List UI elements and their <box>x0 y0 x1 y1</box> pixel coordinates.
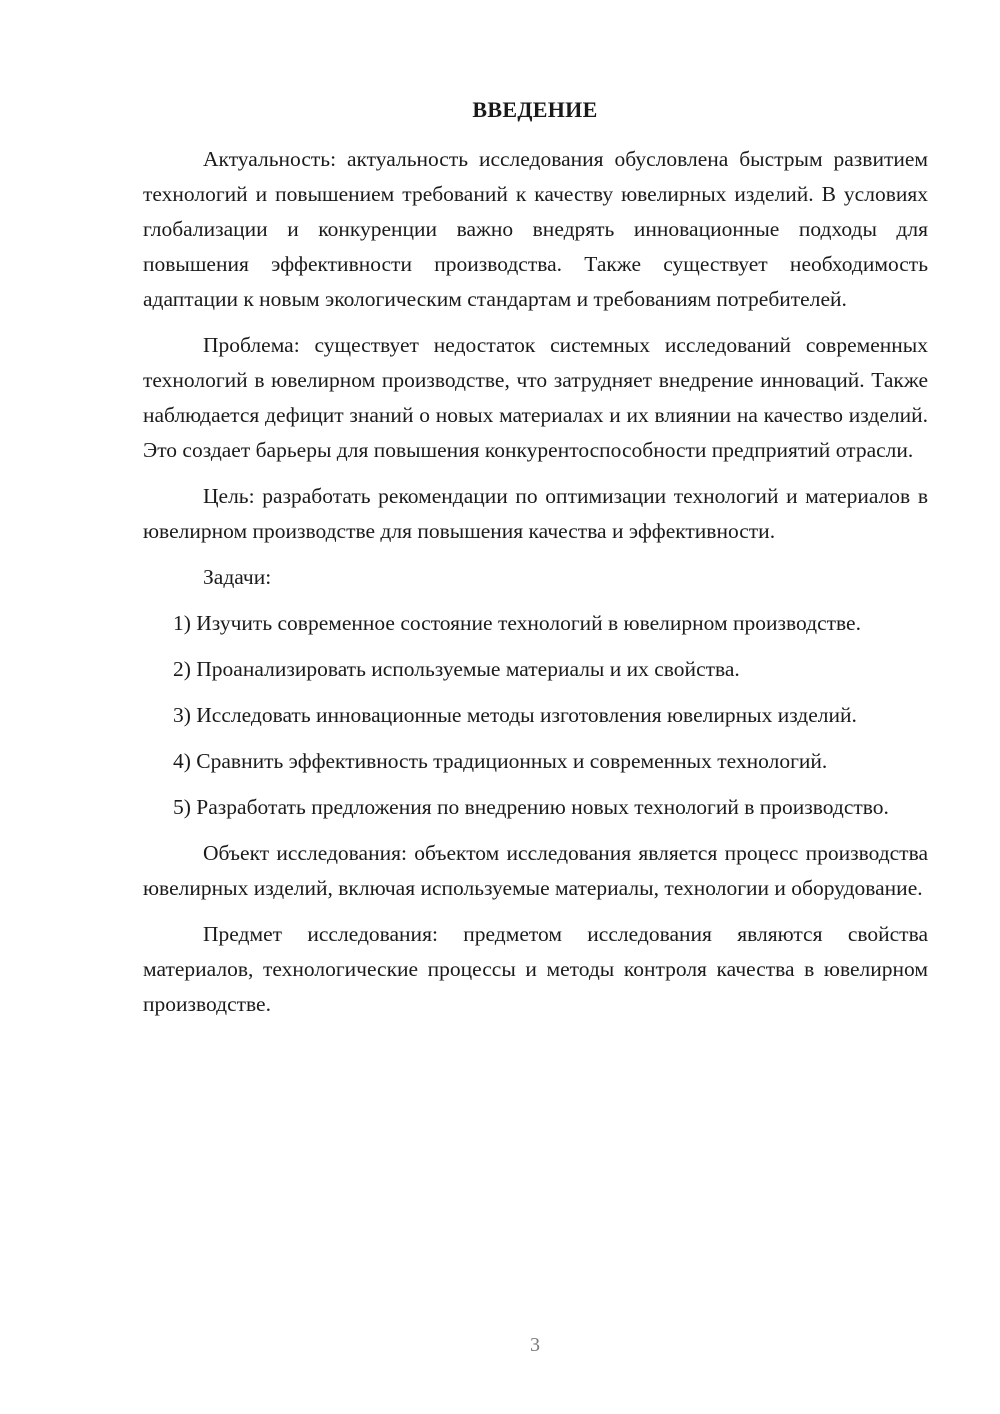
document-body <box>143 142 928 1033</box>
task-item: 3) Исследовать инновационные методы изготовления ювелирных изделий. <box>173 703 857 727</box>
task-item: 4) Сравнить эффективность традиционных и современных технологий. <box>173 749 828 773</box>
paragraph-goal: Цель: разработать рекомендации по оптимизации технологий и материалов в ювелирном производстве для повышения качества и эффективности. <box>143 484 928 543</box>
task-item: 5) Разработать предложения по внедрению новых технологий в производство. <box>173 795 889 819</box>
paragraph-tasks-heading: Задачи: <box>203 565 272 589</box>
paragraph-problem: Проблема: существует недостаток системных исследований современных технологий в ювелирном производстве, что затрудняет внедрение инноваций. Также наблюдается дефицит знаний о новых материалах и их влиянии на качество изделий. Это создает барьеры для повышения конкурентоспособности предприятий отрасли. <box>143 333 928 462</box>
page-title: ВВЕДЕНИЕ <box>472 97 598 122</box>
page-number: 3 <box>530 1334 540 1356</box>
paragraph-subject: Предмет исследования: предметом исследования являются свойства материалов, технологические процессы и методы контроля качества в ювелирном производстве. <box>143 922 928 1016</box>
task-item: 1) Изучить современное состояние технологий в ювелирном производстве. <box>173 611 861 635</box>
paragraph-relevance: Актуальность: актуальность исследования обусловлена быстрым развитием технологий и повышением требований к качеству ювелирных изделий. В условиях глобализации и конкуренции важно внедрять инновационные подходы для повышения эффективности производства. Также существует необходимость адаптации к новым экологическим стандартам и требованиям потребителей. <box>143 147 928 311</box>
paragraph-object: Объект исследования: объектом исследования является процесс производства ювелирных изделий, включая используемые материалы, технологии и оборудование. <box>143 841 928 900</box>
task-item: 2) Проанализировать используемые материалы и их свойства. <box>173 657 740 681</box>
